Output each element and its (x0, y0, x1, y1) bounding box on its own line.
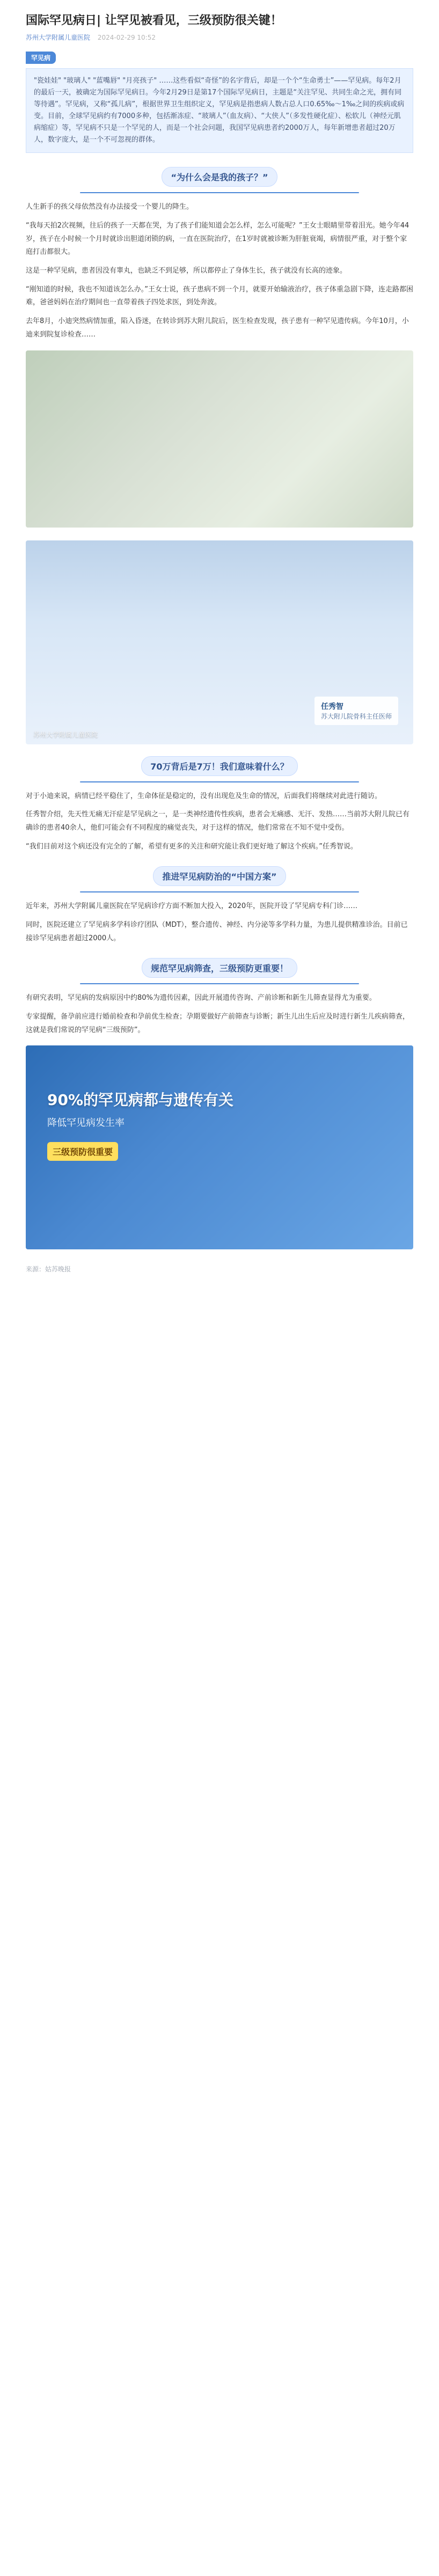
section-2-paragraph-3: “我们目前对这个病还没有完全的了解，希望有更多的关注和研究能让我们更好地了解这个疾病。”任秀智说。 (26, 842, 357, 851)
footer-note: 来源：姑苏晚报 (26, 1265, 71, 1274)
image-doctor-interview (26, 540, 413, 744)
section-3-divider (80, 891, 359, 892)
section-4-divider (80, 983, 359, 984)
section-1-paragraph-5: 去年8月，小迪突然病情加重，陷入昏迷，在转诊到苏大附儿院后，医生检查发现，孩子患有一种罕见遗传病。今年10月，小迪来到院复诊检查…… (26, 317, 409, 339)
section-2-heading-wrap (26, 756, 413, 782)
article (26, 0, 413, 1274)
poster-subtitle: 降低罕见病发生率 (47, 1117, 125, 1129)
section-1-paragraph-3: 这是一种罕见病，患者因没有睾丸，也缺乏不到足够，所以都停止了身体生长，孩子就没有长高的迹象。 (26, 267, 347, 275)
doctor-name-card (314, 697, 398, 725)
image-2-caption: 苏州大学附属儿童医院 (33, 730, 98, 738)
section-4 (26, 958, 413, 1249)
section-2-divider (80, 781, 359, 782)
section-1-paragraph-1: 人生新手的孩父母依然没有办法接受一个婴儿的降生。 (26, 203, 194, 211)
page-title: 国际罕见病日| 让罕见被看见，三级预防很关键！ (26, 14, 282, 27)
section-4-paragraph-1: 有研究表明，罕见病的发病原因中约80%为遗传因素，因此开展遗传咨询、产前诊断和新生儿筛查显得尤为重要。 (26, 994, 376, 1002)
poster-title: 90%的罕见病都与遗传有关 (47, 1091, 234, 1109)
intro-box (26, 68, 413, 153)
source-link[interactable]: 苏州大学附属儿童医院 (26, 33, 91, 41)
doctor-title: 苏大附儿院骨科主任医师 (320, 712, 392, 720)
section-1-paragraph-2: “我每天拍2次视频，往后的孩子一天都在哭，为了孩子们能知道会怎么样，怎么可能呢？”王女士眼睛里带着泪光。她今年44岁，孩子在小时候一个月时就诊出胆道闭锁的病，一直在医院治疗，在1岁时就被诊断为肝脏衰竭，病情很严重，对于整个家庭打击都很大。 (26, 222, 409, 257)
section-4-heading-wrap (26, 958, 413, 984)
doctor-name: 任秀智 (320, 702, 343, 711)
section-3-paragraph-2: 同时，医院还建立了罕见病多学科诊疗团队（MDT），整合遗传、神经、内分泌等多学科力量，为患儿提供精准诊治。目前已接诊罕见病患者超过2000人。 (26, 920, 408, 942)
section-2-paragraph-2: 任秀智介绍，先天性无痛无汗症是罕见病之一，是一类神经遗传性疾病，患者会无痛感、无汗、发热……当前苏大附儿院已有确诊的患者40余人，他们可能会有不同程度的痛觉丧失，对于这样的情况，他们常常在不知不觉中受伤。 (26, 810, 410, 832)
section-2-paragraph-1: 对于小迪来说，病情已经平稳住了，生命体征是稳定的，没有出现危及生命的情况，后面我们将继续对此进行随访。 (26, 792, 382, 800)
intro-paragraph: "瓷娃娃" "玻璃人" "蓝嘴唇" "月亮孩子" ……这些看似“奇怪”的名字背后，却是一个个“生命勇士”——罕见病。每年2月的最后一天，被确定为国际罕见病日。今年2月29日是第17个国际罕见病日，主题是“关注罕见、共同生命之光，拥有同等待遇”。罕见病，又称“孤儿病”，根据世界卫生组织定义，罕见病是指患病人数占总人口0.65‰～1‰之间的疾病或病变。目前，全球罕见病约有7000多种，包括渐冻症、“玻璃人”（血友病）、“大侠人”（多发性硬化症）、松软儿（神经元肌病缩症）等，罕见病不只是一个罕见的人，而是一个社会问题，我国罕见病患者约2000万人，每年新增患者超过20万人，数字庞大，是一个不可忽视的群体。 (34, 76, 405, 144)
section-3 (26, 866, 413, 945)
section-2 (26, 540, 413, 854)
section-1 (26, 167, 413, 527)
section-3-heading-wrap (26, 866, 413, 892)
section-2-heading: 70万背后是7万！我们意味着什么？ (141, 756, 297, 776)
poster-pill: 三级预防很重要 (47, 1142, 118, 1161)
section-4-paragraph-2: 专家提醒，备孕前应进行婚前检查和孕前优生检查；孕期要做好产前筛查与诊断；新生儿出生后应及时进行新生儿疾病筛查，这就是我们常说的罕见病“三级预防”。 (26, 1013, 410, 1034)
intro-section (26, 52, 413, 153)
section-1-heading: “为什么会是我的孩子？” (162, 167, 277, 187)
section-1-divider (80, 192, 359, 193)
section-4-heading: 规范罕见病筛查，三级预防更重要！ (142, 958, 297, 978)
image-prevention-poster (26, 1045, 413, 1249)
publish-time: 2024-02-29 10:52 (97, 33, 156, 41)
section-1-heading-wrap (26, 167, 413, 193)
intro-label: 罕见病 (26, 52, 56, 64)
section-3-heading: 推进罕见病防治的“中国方案” (153, 866, 286, 886)
section-1-paragraph-4: “刚知道的时候，我也不知道该怎么办。”王女士说，孩子患病不到一个月，就要开始输液治疗，孩子体重急剧下降，连走路都困难，爸爸妈妈在治疗期间也一直带着孩子四处求医，到处奔波。 (26, 285, 413, 307)
meta-row (26, 33, 413, 42)
image-hospital-scene (26, 350, 413, 528)
section-3-paragraph-1: 近年来，苏州大学附属儿童医院在罕见病诊疗方面不断加大投入，2020年，医院开设了罕见病专科门诊…… (26, 902, 358, 911)
